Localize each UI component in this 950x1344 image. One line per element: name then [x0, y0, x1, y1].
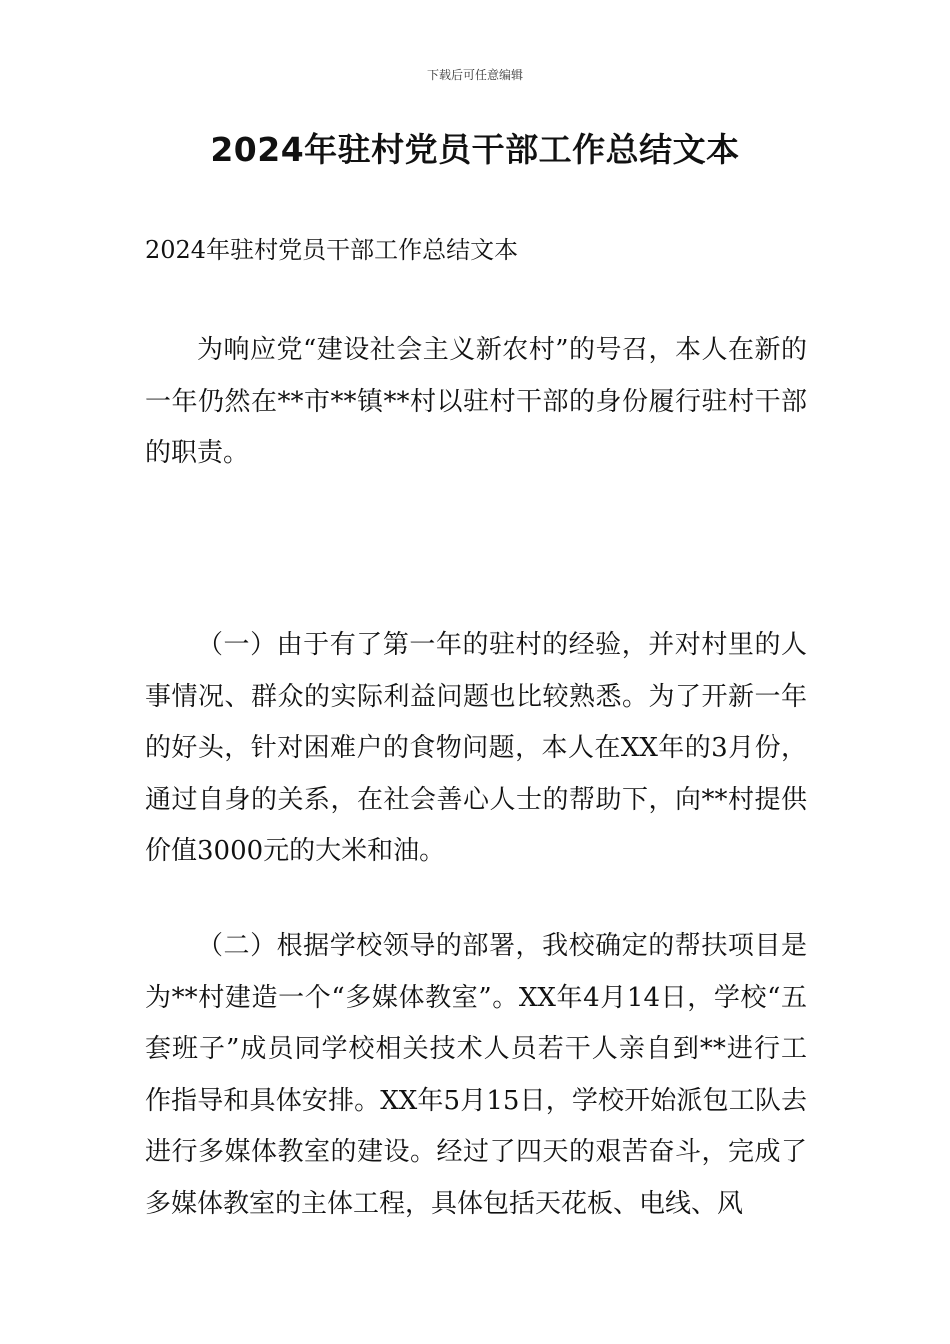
document-subtitle: 2024年驻村党员干部工作总结文本	[145, 236, 519, 264]
paragraph-section-one: （一）由于有了第一年的驻村的经验，并对村里的人事情况、群众的实际利益问题也比较熟悉。为了开新一年的好头，针对困难户的食物问题，本人在XX年的3月份，通过自身的关系，在社会善心人士的帮助下，向**村提供价值3000元的大米和油。	[145, 630, 807, 866]
paragraph-intro: 为响应党“建设社会主义新农村”的号召，本人在新的一年仍然在**市**镇**村以驻村干部的身份履行驻村干部的职责。	[145, 335, 807, 468]
document-title: 2024年驻村党员干部工作总结文本	[210, 130, 740, 169]
header-note: 下载后可任意编辑	[426, 68, 523, 82]
paragraph-section-two: （二）根据学校领导的部署，我校确定的帮扶项目是为**村建造一个“多媒体教室”。XX年4月14日，学校“五套班子”成员同学校相关技术人员若干人亲自到**进行工作指导和具体安排。XX年5月15日，学校开始派包工队去进行多媒体教室的建设。经过了四天的艰苦奋斗，完成了多媒体教室的主体工程，具体包括天花板、电线、风	[145, 931, 807, 1219]
